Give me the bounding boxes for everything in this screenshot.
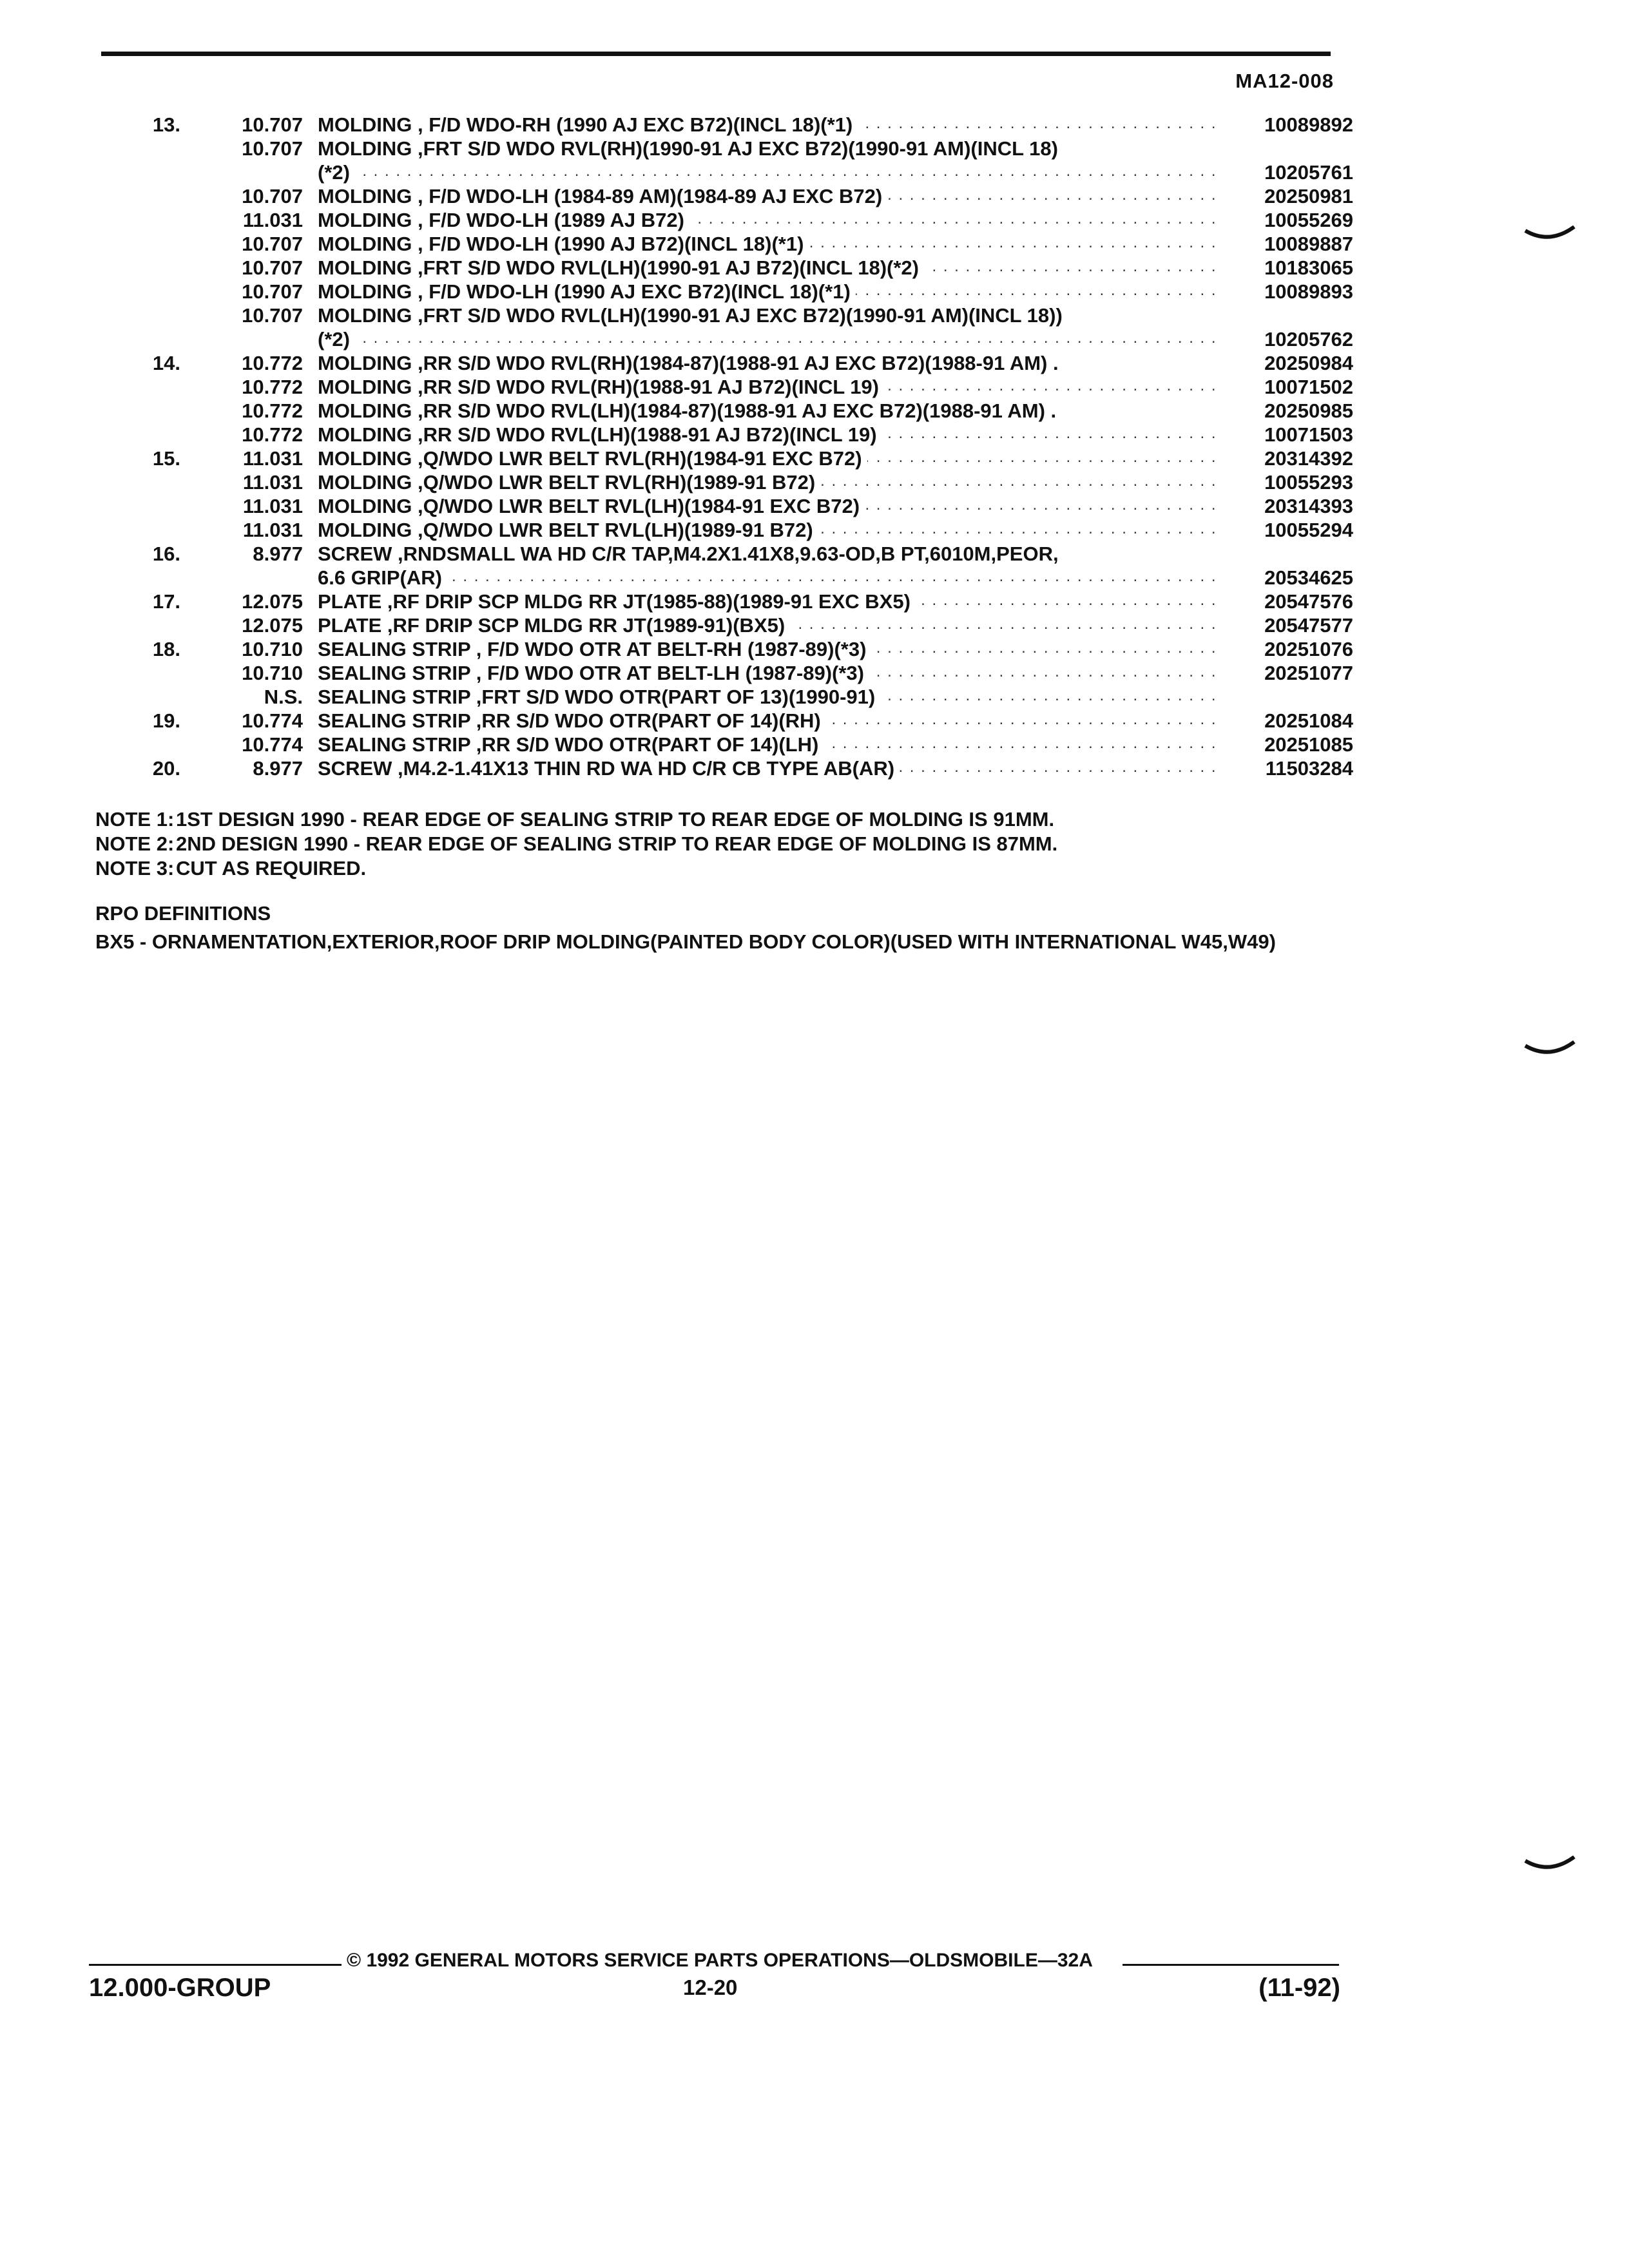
group-number: 10.707 (242, 233, 303, 255)
table-row (0, 662, 1629, 686)
group-number: 12.075 (242, 614, 303, 637)
note-label: NOTE 3: (95, 857, 175, 879)
group-number: 10.774 (242, 709, 303, 732)
table-row (0, 328, 1629, 352)
table-row (0, 614, 1629, 638)
part-description (318, 447, 1220, 470)
table-row (0, 709, 1629, 733)
group-number: 10.707 (242, 256, 303, 279)
part-description (318, 566, 1220, 590)
table-row (0, 399, 1629, 423)
table-row (0, 590, 1629, 614)
note-line (95, 856, 1057, 881)
table-row (0, 113, 1629, 137)
table-row (0, 137, 1629, 161)
note-text: 2ND DESIGN 1990 - REAR EDGE OF SEALING STRIP TO REAR EDGE OF MOLDING IS 87MM. (176, 832, 1058, 855)
note-text: 1ST DESIGN 1990 - REAR EDGE OF SEALING STRIP TO REAR EDGE OF MOLDING IS 91MM. (176, 808, 1055, 831)
part-number: 20250981 (1264, 185, 1353, 207)
table-row (0, 233, 1629, 256)
group-number: 10.707 (242, 113, 303, 136)
part-description (318, 113, 1220, 137)
item-number: 20. (152, 757, 180, 780)
table-row (0, 185, 1629, 209)
part-number: 10055294 (1264, 519, 1353, 541)
part-description (318, 256, 1220, 280)
part-description-text: MOLDING ,FRT S/D WDO RVL(RH)(1990-91 AJ EXC B72)(1990-91 AM)(INCL 18) (318, 137, 1063, 160)
part-number: 20314393 (1264, 495, 1353, 517)
part-description (318, 662, 1220, 685)
group-number: 11.031 (242, 519, 303, 541)
group-number: 11.031 (242, 447, 303, 470)
group-number: 8.977 (253, 757, 303, 780)
margin-mark-icon (1524, 226, 1576, 245)
table-row (0, 757, 1629, 781)
group-number: N.S. (264, 686, 303, 708)
part-description-text: MOLDING , F/D WDO-LH (1990 AJ B72)(INCL 18)(*1) (318, 233, 809, 255)
footer-group: 12.000-GROUP (89, 1974, 271, 2002)
part-number: 20314392 (1264, 447, 1353, 470)
table-row (0, 161, 1629, 185)
part-description (318, 233, 1220, 256)
footer-copyright: © 1992 GENERAL MOTORS SERVICE PARTS OPERATIONS—OLDSMOBILE—32A (347, 1950, 1093, 1971)
part-number: 20534625 (1264, 566, 1353, 589)
part-description-text: MOLDING ,RR S/D WDO RVL(RH)(1984-87)(1988-91 AJ EXC B72)(1988-91 AM) . (318, 352, 1064, 374)
part-number: 10183065 (1264, 256, 1353, 279)
group-number: 11.031 (242, 471, 303, 494)
part-description (318, 137, 1220, 160)
part-description (318, 209, 1220, 232)
part-description-text: SEALING STRIP ,FRT S/D WDO OTR(PART OF 13)(1990-91) (318, 686, 880, 708)
group-number: 11.031 (242, 209, 303, 231)
part-description-text: MOLDING ,RR S/D WDO RVL(LH)(1984-87)(1988-91 AJ EXC B72)(1988-91 AM) . (318, 399, 1061, 422)
part-number: 10089887 (1264, 233, 1353, 255)
part-description (318, 757, 1220, 780)
part-number: 20251085 (1264, 733, 1353, 756)
margin-mark-icon (1524, 1856, 1576, 1875)
part-description-text: MOLDING ,RR S/D WDO RVL(RH)(1988-91 AJ B72)(INCL 19) (318, 376, 884, 398)
part-description-text: MOLDING , F/D WDO-LH (1990 AJ EXC B72)(INCL 18)(*1) (318, 280, 856, 303)
part-description-text: SEALING STRIP ,RR S/D WDO OTR(PART OF 14)(LH) (318, 733, 824, 756)
footer-page-number: 12-20 (683, 1975, 738, 1999)
part-description (318, 352, 1220, 375)
item-number: 13. (152, 113, 180, 136)
part-description-text: MOLDING , F/D WDO-LH (1984-89 AM)(1984-89 AJ EXC B72) (318, 185, 887, 207)
table-row (0, 423, 1629, 447)
part-description-text: SCREW ,M4.2-1.41X13 THIN RD WA HD C/R CB TYPE AB(AR) (318, 757, 900, 780)
part-description (318, 399, 1220, 423)
note-text: CUT AS REQUIRED. (176, 857, 367, 879)
table-row (0, 280, 1629, 304)
part-description-text: (*2) (318, 328, 355, 351)
part-description-text: MOLDING , F/D WDO-LH (1989 AJ B72) (318, 209, 689, 231)
part-number: 20251077 (1264, 662, 1353, 684)
part-description (318, 709, 1220, 733)
group-number: 10.772 (242, 376, 303, 398)
part-description (318, 543, 1220, 566)
margin-mark-icon (1524, 1041, 1576, 1060)
part-description (318, 185, 1220, 208)
part-description-text: MOLDING ,RR S/D WDO RVL(LH)(1988-91 AJ B72)(INCL 19) (318, 423, 882, 446)
table-row (0, 376, 1629, 399)
item-number: 15. (152, 447, 180, 470)
table-row (0, 304, 1629, 328)
part-description-text: SEALING STRIP , F/D WDO OTR AT BELT-LH (1987-89)(*3) (318, 662, 869, 684)
part-description-text: SCREW ,RNDSMALL WA HD C/R TAP,M4.2X1.41X8,9.63-OD,B PT,6010M,PEOR, (318, 543, 1064, 565)
part-number: 11503284 (1265, 757, 1353, 780)
part-number: 20251076 (1264, 638, 1353, 660)
item-number: 17. (152, 590, 180, 613)
table-row (0, 566, 1629, 590)
part-description-text: (*2) (318, 161, 355, 184)
part-number: 10055293 (1264, 471, 1353, 494)
part-number: 20547576 (1264, 590, 1353, 613)
table-row (0, 352, 1629, 376)
part-description-text: PLATE ,RF DRIP SCP MLDG RR JT(1989-91)(BX5) (318, 614, 790, 637)
part-number: 20547577 (1264, 614, 1353, 637)
group-number: 10.772 (242, 352, 303, 374)
table-row (0, 447, 1629, 471)
note-label: NOTE 2: (95, 832, 175, 855)
table-row (0, 209, 1629, 233)
table-row (0, 543, 1629, 566)
part-number: 10205762 (1264, 328, 1353, 351)
part-description-text: SEALING STRIP , F/D WDO OTR AT BELT-RH (1987-89)(*3) (318, 638, 871, 660)
notes-section (95, 807, 1057, 881)
item-number: 18. (152, 638, 180, 660)
note-line (95, 832, 1057, 856)
group-number: 10.774 (242, 733, 303, 756)
table-row (0, 495, 1629, 519)
part-number: 10055269 (1264, 209, 1353, 231)
part-description-text: MOLDING ,FRT S/D WDO RVL(LH)(1990-91 AJ B72)(INCL 18)(*2) (318, 256, 924, 279)
group-number: 10.710 (242, 638, 303, 660)
table-row (0, 471, 1629, 495)
part-description (318, 614, 1220, 637)
part-description-text: 6.6 GRIP(AR) (318, 566, 447, 589)
part-description (318, 495, 1220, 518)
table-row (0, 638, 1629, 662)
footer-date: (11-92) (1258, 1974, 1340, 2002)
part-description-text: MOLDING , F/D WDO-RH (1990 AJ EXC B72)(INCL 18)(*1) (318, 113, 858, 136)
part-description-text: MOLDING ,Q/WDO LWR BELT RVL(LH)(1984-91 EXC B72) (318, 495, 865, 517)
part-number: 20251084 (1264, 709, 1353, 732)
group-number: 10.707 (242, 185, 303, 207)
part-description-text: PLATE ,RF DRIP SCP MLDG RR JT(1985-88)(1989-91 EXC BX5) (318, 590, 916, 613)
group-number: 10.772 (242, 399, 303, 422)
part-description (318, 590, 1220, 613)
table-row (0, 686, 1629, 709)
part-description (318, 471, 1220, 494)
part-description (318, 161, 1220, 184)
table-row (0, 519, 1629, 543)
part-description (318, 519, 1220, 542)
group-number: 8.977 (253, 543, 303, 565)
part-description-text: MOLDING ,FRT S/D WDO RVL(LH)(1990-91 AJ EXC B72)(1990-91 AM)(INCL 18)) (318, 304, 1068, 327)
group-number: 11.031 (242, 495, 303, 517)
part-description (318, 376, 1220, 399)
part-description (318, 638, 1220, 661)
group-number: 10.707 (242, 280, 303, 303)
part-description-text: MOLDING ,Q/WDO LWR BELT RVL(RH)(1989-91 B72) (318, 471, 820, 494)
part-number: 10089893 (1264, 280, 1353, 303)
part-number: 20250985 (1264, 399, 1353, 422)
rpo-title: RPO DEFINITIONS (95, 902, 271, 925)
part-description-text: MOLDING ,Q/WDO LWR BELT RVL(RH)(1984-91 EXC B72) (318, 447, 867, 470)
page-id: MA12-008 (1235, 70, 1334, 92)
part-description-text: SEALING STRIP ,RR S/D WDO OTR(PART OF 14)(RH) (318, 709, 826, 732)
part-description (318, 686, 1220, 709)
group-number: 12.075 (242, 590, 303, 613)
group-number: 10.710 (242, 662, 303, 684)
part-number: 10205761 (1264, 161, 1353, 184)
table-row (0, 256, 1629, 280)
item-number: 14. (152, 352, 180, 374)
group-number: 10.707 (242, 304, 303, 327)
table-row (0, 733, 1629, 757)
group-number: 10.707 (242, 137, 303, 160)
note-label: NOTE 1: (95, 808, 175, 831)
part-description (318, 423, 1220, 447)
part-number: 10071502 (1264, 376, 1353, 398)
rpo-definition: BX5 - ORNAMENTATION,EXTERIOR,ROOF DRIP MOLDING(PAINTED BODY COLOR)(USED WITH INTERNATIONAL W45,W49) (95, 930, 1276, 953)
part-description (318, 733, 1220, 756)
part-number: 10089892 (1264, 113, 1353, 136)
item-number: 19. (152, 709, 180, 732)
part-number: 10071503 (1264, 423, 1353, 446)
part-number: 20250984 (1264, 352, 1353, 374)
group-number: 10.772 (242, 423, 303, 446)
part-description-text: MOLDING ,Q/WDO LWR BELT RVL(LH)(1989-91 B72) (318, 519, 818, 541)
part-description (318, 304, 1220, 327)
note-line (95, 807, 1057, 832)
footer-rule-left (89, 1964, 342, 1966)
parts-list (0, 113, 1629, 781)
header-rule (101, 52, 1331, 56)
footer-rule-right (1123, 1964, 1339, 1966)
part-description (318, 328, 1220, 351)
item-number: 16. (152, 543, 180, 565)
part-description (318, 280, 1220, 303)
